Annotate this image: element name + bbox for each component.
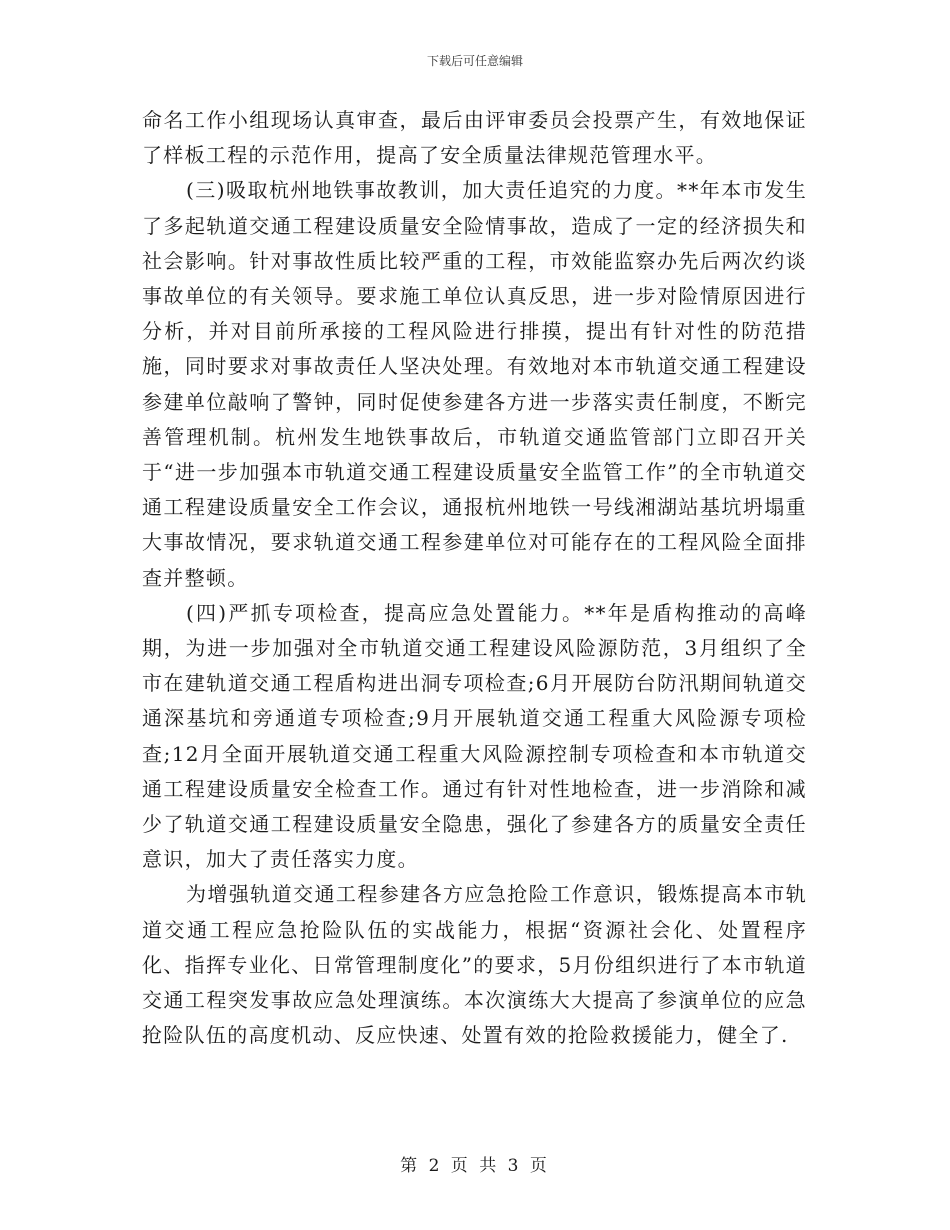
page-header-note: 下载后可任意编辑 (426, 54, 523, 68)
paragraph-emergency-drill: 为增强轨道交通工程参建各方应急抢险工作意识，锻炼提高本市轨道交通工程应急抢险队伍的实战能力，根据“资源社会化、处置程序化、指挥专业化、日常管理制度化”的要求，5月份组织进行了本市轨道交通工程突发事故应急处理演练。本次演练大大提高了参演单位的应急抢险队伍的高度机动、反应快速、处置有效的抢险救援能力，健全了. (142, 882, 807, 1048)
document-body (142, 103, 807, 1053)
paragraph-continuation: 命名工作小组现场认真审查，最后由评审委员会投票产生，有效地保证了样板工程的示范作用，提高了安全质量法律规范管理水平。 (142, 108, 807, 168)
paragraph-section-3: (三)吸取杭州地铁事故教训，加大责任追究的力度。**年本市发生了多起轨道交通工程建设质量安全险情事故，造成了一定的经济损失和社会影响。针对事故性质比较严重的工程，市效能监察办先后两次约谈事故单位的有关领导。要求施工单位认真反思，进一步对险情原因进行分析，并对目前所承接的工程风险进行排摸，提出有针对性的防范措施，同时要求对事故责任人坚决处理。有效地对本市轨道交通工程建设参建单位敲响了警钟，同时促使参建各方进一步落实责任制度，不断完善管理机制。杭州发生地铁事故后，市轨道交通监管部门立即召开关于“进一步加强本市轨道交通工程建设质量安全监管工作”的全市轨道交通工程建设质量安全工作会议，通报杭州地铁一号线湘湖站基坑坍塌重大事故情况，要求轨道交通工程参建单位对可能存在的工程风险全面排查并整顿。 (142, 178, 807, 590)
paragraph-section-4: (四)严抓专项检查，提高应急处置能力。**年是盾构推动的高峰期，为进一步加强对全市轨道交通工程建设风险源防范，3月组织了全市在建轨道交通工程盾构进出洞专项检查;6月开展防台防汛期间轨道交通深基坑和旁通道专项检查;9月开展轨道交通工程重大风险源专项检查;12月全面开展轨道交通工程重大风险源控制专项检查和本市轨道交通工程建设质量安全检查工作。通过有针对性地检查，进一步消除和减少了轨道交通工程建设质量安全隐患，强化了参建各方的质量安全责任意识，加大了责任落实力度。 (142, 600, 807, 872)
page-number: 第 2 页 共 3 页 (400, 1156, 550, 1176)
